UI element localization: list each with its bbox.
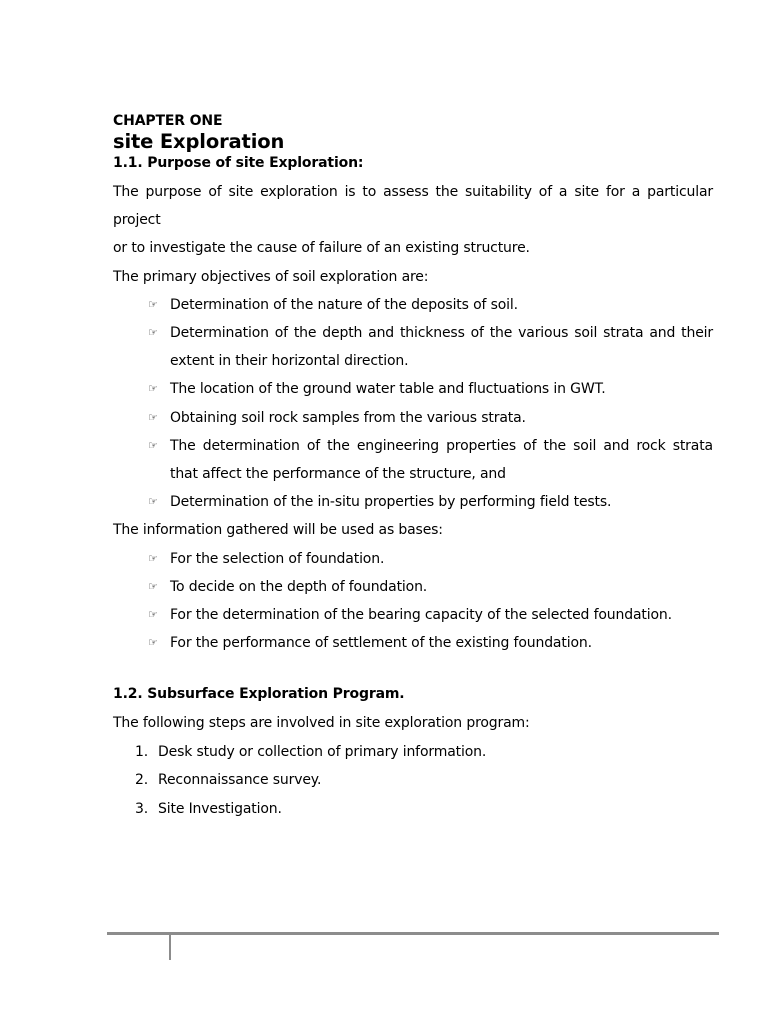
pointing-hand-icon: ☞ bbox=[148, 326, 158, 340]
step-text: Site Investigation. bbox=[158, 800, 282, 817]
section-heading-1-2: 1.2. Subsurface Exploration Program. bbox=[113, 686, 405, 703]
list-item bbox=[113, 629, 713, 657]
pointing-hand-icon: ☞ bbox=[148, 636, 158, 650]
list-item bbox=[113, 375, 713, 403]
list-item-text: Determination of the in-situ properties by performing field tests. bbox=[170, 494, 612, 511]
list-item-text: Determination of the depth and thickness of the various soil strata and their extent in their horizontal direction. bbox=[170, 325, 713, 370]
list-item-text: The location of the ground water table and fluctuations in GWT. bbox=[170, 381, 606, 398]
pointing-hand-icon: ☞ bbox=[148, 579, 158, 593]
document-page bbox=[113, 112, 713, 823]
pointing-hand-icon: ☞ bbox=[148, 382, 158, 396]
pointing-hand-icon: ☞ bbox=[148, 438, 158, 452]
list-item bbox=[113, 738, 713, 767]
step-text: Desk study or collection of primary information. bbox=[158, 743, 487, 760]
step-text: Reconnaissance survey. bbox=[158, 772, 322, 789]
list-item-text: To decide on the depth of foundation. bbox=[170, 578, 428, 595]
list-item bbox=[113, 404, 713, 432]
list-item bbox=[113, 488, 713, 516]
bases-list bbox=[113, 545, 713, 658]
list-item bbox=[113, 601, 713, 629]
chapter-label: CHAPTER ONE bbox=[113, 113, 223, 129]
list-item-text: For the selection of foundation. bbox=[170, 550, 385, 567]
list-item bbox=[113, 795, 713, 824]
pointing-hand-icon: ☞ bbox=[148, 495, 158, 509]
pointing-hand-icon: ☞ bbox=[148, 551, 158, 565]
footer-rule bbox=[107, 932, 719, 935]
list-item bbox=[113, 432, 713, 488]
list-item-text: The determination of the engineering properties of the soil and rock strata that affect the performance of the structure, and bbox=[170, 437, 713, 483]
list-item bbox=[113, 545, 713, 573]
list-item bbox=[113, 319, 713, 375]
section-heading-1-1: 1.1. Purpose of site Exploration: bbox=[113, 155, 364, 171]
list-item bbox=[113, 291, 713, 319]
chapter-title: site Exploration bbox=[113, 130, 285, 153]
objectives-list bbox=[113, 291, 713, 517]
purpose-paragraph-line-1: The purpose of site exploration is to assess the suitability of a site for a particular project bbox=[113, 184, 713, 229]
purpose-paragraph-line-2: or to investigate the cause of failure of an existing structure. bbox=[113, 240, 530, 257]
list-item-text: For the performance of settlement of the existing foundation. bbox=[170, 635, 592, 652]
footer-divider-tick bbox=[169, 935, 171, 960]
list-item bbox=[113, 573, 713, 601]
pointing-hand-icon: ☞ bbox=[148, 297, 158, 311]
bases-intro: The information gathered will be used as bases: bbox=[113, 522, 443, 539]
list-item-text: For the determination of the bearing capacity of the selected foundation. bbox=[170, 607, 672, 624]
pointing-hand-icon: ☞ bbox=[148, 608, 158, 622]
objectives-intro: The primary objectives of soil exploration are: bbox=[113, 268, 429, 285]
step-number: 2. bbox=[135, 772, 149, 789]
pointing-hand-icon: ☞ bbox=[148, 410, 158, 424]
list-item bbox=[113, 766, 713, 795]
program-intro: The following steps are involved in site exploration program: bbox=[113, 715, 530, 732]
step-number: 3. bbox=[135, 800, 149, 817]
step-number: 1. bbox=[135, 743, 149, 760]
program-steps-list bbox=[113, 738, 713, 824]
list-item-text: Determination of the nature of the deposits of soil. bbox=[170, 296, 518, 313]
list-item-text: Obtaining soil rock samples from the various strata. bbox=[170, 409, 526, 426]
